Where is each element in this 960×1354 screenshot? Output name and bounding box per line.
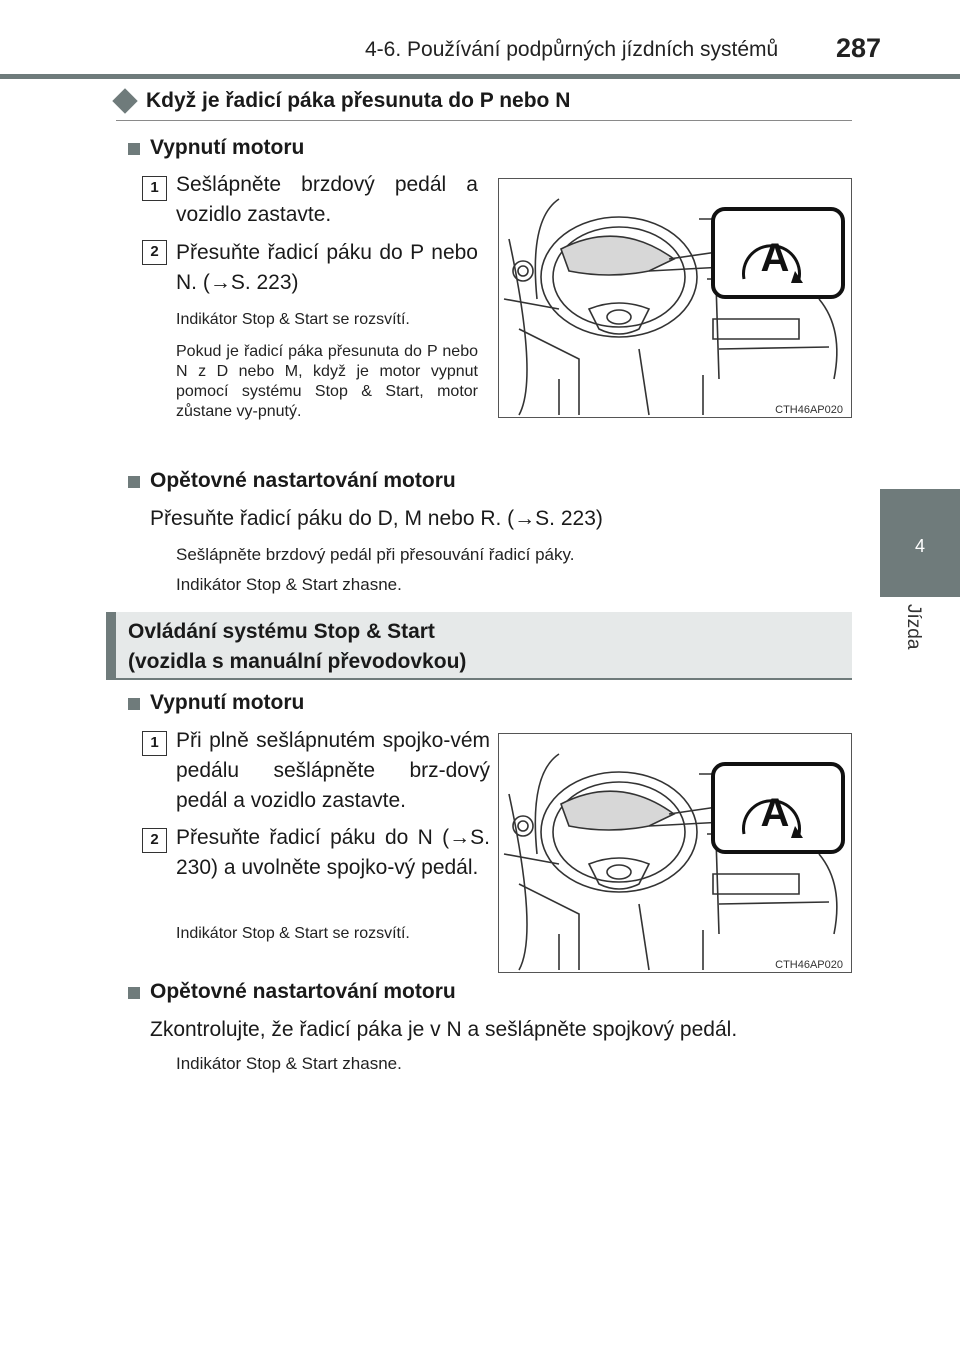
part2-step1-text: Při plně sešlápnutém spojko-vém pedálu sešlápněte brz-dový pedál a vozidlo zastavte.: [176, 729, 490, 812]
part1-restart-heading: Opětovné nastartování motoru: [150, 469, 456, 492]
dashboard-illustration: [498, 733, 852, 973]
dashboard-drawing: [499, 179, 851, 417]
part2-stop-heading: Vypnutí motoru: [150, 691, 305, 714]
part2-note1: Indikátor Stop & Start se rozsvítí.: [176, 925, 410, 942]
step-badge-1: 1: [142, 731, 167, 756]
part2-restart-text: Zkontrolujte, že řadicí páka je v N a sešlápněte spojkový pedál.: [150, 1018, 738, 1041]
dashboard-drawing: [499, 734, 851, 972]
part2-restart-note1: Indikátor Stop & Start zhasne.: [176, 1054, 402, 1073]
chapter-label-text: Jízda: [903, 604, 924, 650]
section-header: [106, 612, 852, 680]
step-badge-1: 1: [142, 176, 167, 201]
part1-restart-note1: Sešlápněte brzdový pedál při přesouvání řadicí páky.: [176, 545, 575, 564]
chapter-label: [896, 604, 936, 664]
part1-note2: Pokud je řadicí páka přesunuta do P nebo N z D nebo M, když je motor vypnut pomocí systému Stop & Start, motor zůstane vy-pnutý.: [176, 343, 478, 420]
part1-rule: [116, 120, 852, 121]
square-bullet-icon: [128, 987, 140, 999]
image-code: CTH46AP020: [775, 959, 843, 971]
callout-letter: A: [760, 236, 790, 280]
part1-note1: Indikátor Stop & Start se rozsvítí.: [176, 311, 410, 328]
page-number: 287: [836, 33, 882, 63]
part1-stop-heading: Vypnutí motoru: [150, 136, 305, 159]
diamond-bullet-icon: [112, 88, 137, 113]
part2-step2-text: Přesuňte řadicí páku do N (→S. 230) a uvolněte spojko-vý pedál.: [176, 826, 490, 879]
step-badge-2: 2: [142, 240, 167, 265]
section-title-line2: (vozidla s manuální převodovkou): [128, 650, 467, 673]
image-code: CTH46AP020: [775, 404, 843, 416]
part1-step2-text: Přesuňte řadicí páku do P nebo N. (→S. 223): [176, 241, 478, 294]
part1-title: Když je řadicí páka přesunuta do P nebo N: [146, 89, 571, 112]
header-section-title: 4-6. Používání podpůrných jízdních systémů: [365, 38, 779, 61]
part1-step1-text: Sešlápněte brzdový pedál a vozidlo zastavte.: [176, 173, 478, 226]
section-title-line1: Ovládání systému Stop & Start: [128, 620, 435, 643]
header-rule: [0, 74, 960, 79]
part1-restart-text: Přesuňte řadicí páku do D, M nebo R. (→S. 223): [150, 507, 603, 530]
square-bullet-icon: [128, 476, 140, 488]
part1-restart-note2: Indikátor Stop & Start zhasne.: [176, 575, 402, 594]
step-badge-2: 2: [142, 828, 167, 853]
callout-letter: A: [760, 791, 790, 835]
square-bullet-icon: [128, 143, 140, 155]
dashboard-illustration: [498, 178, 852, 418]
square-bullet-icon: [128, 698, 140, 710]
part2-restart-heading: Opětovné nastartování motoru: [150, 980, 456, 1003]
chapter-number: 4: [914, 536, 925, 556]
